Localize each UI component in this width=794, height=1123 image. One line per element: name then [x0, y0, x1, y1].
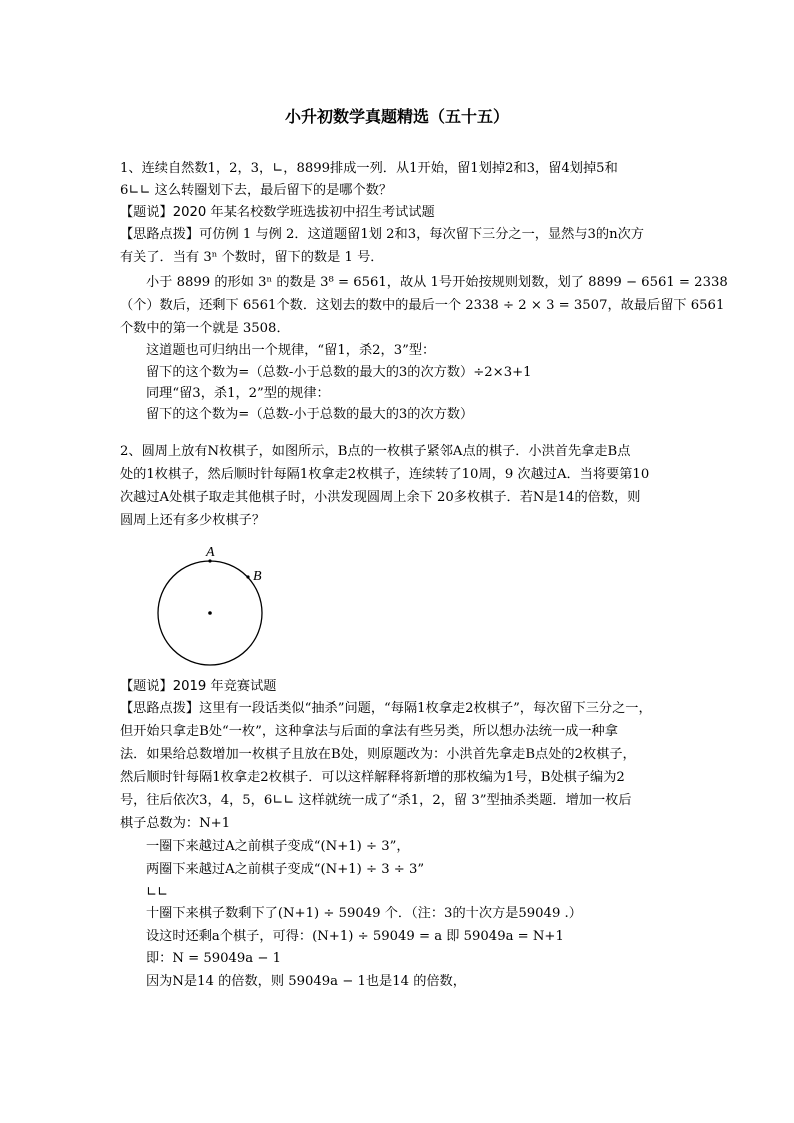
- problem2-line-4: 圆周上还有多少枚棋子？: [120, 513, 266, 528]
- problem2-solution-12: 即：N = 59049a − 1: [146, 951, 281, 966]
- problem2-solution-9: ∟∟: [146, 885, 169, 900]
- problem1-solution-5: 个数中的第一个就是 3508．: [120, 321, 290, 336]
- problem1-solution-2: 有关了．当有 3ⁿ 个数时，留下的数是 1 号．: [120, 250, 384, 265]
- problem2-solution-5: 号，往后依次3，4，5，6∟∟ 这样就统一成了“杀1，2，留 3”型抽杀类题．增加一枚后: [120, 793, 632, 808]
- problem2-solution-13: 因为N是14 的倍数，则 59049a − 1也是14 的倍数，: [146, 974, 466, 989]
- problem2-solution-7: 一圈下来越过A之前棋子变成“(N+1) ÷ 3”，: [146, 839, 410, 854]
- problem2-line-1: 2、圆周上放有N枚棋子，如图所示，B点的一枚棋子紧邻A点的棋子．小洪首先拿走B点: [120, 444, 631, 459]
- problem1-solution-1: 【思路点拨】可仿例 1 与例 2．这道题留1划 2和3，每次留下三分之一，显然与3的n次方: [120, 227, 644, 242]
- problem1-line-1: 1、连续自然数1，2，3，∟，8899排成一列．从1开始，留1划掉2和3，留4划掉5和: [120, 161, 618, 176]
- problem2-solution-1: 【思路点拨】这里有一段话类似“抽杀”问题，“每隔1枚拿走2枚棋子”，每次留下三分之一，: [120, 701, 652, 716]
- problem2-solution-11: 设这时还剩a个棋子，可得：(N+1) ÷ 59049 = a 即 59049a = N+1: [146, 929, 564, 944]
- point-b: [246, 575, 249, 578]
- problem1-solution-7: 留下的这个数为=（总数-小于总数的最大的3的次方数）÷2×3+1: [146, 365, 532, 380]
- problem1-solution-4: （个）数后，还剩下 6561个数．这划去的数中的最后一个 2338 ÷ 2 × 3 = 3507，故最后留下 6561: [120, 298, 725, 313]
- problem1-solution-3: 小于 8899 的形如 3ⁿ 的数是 3⁸ = 6561，故从 1号开始按规则划数，划了 8899 − 6561 = 2338: [146, 275, 728, 290]
- problem2-solution-6: 棋子总数为：N+1: [120, 816, 231, 831]
- problem1-source: 【题说】2020 年某名校数学班选拔初中招生考试试题: [120, 205, 435, 220]
- circle-figure: [140, 537, 280, 677]
- problem2-solution-8: 两圈下来越过A之前棋子变成“(N+1) ÷ 3 ÷ 3”: [146, 862, 425, 877]
- problem1-solution-9: 留下的这个数为=（总数-小于总数的最大的3的次方数）: [146, 407, 474, 422]
- label-a: A: [206, 545, 215, 560]
- problem2-source: 【题说】2019 年竞赛试题: [120, 679, 277, 694]
- problem1-solution-6: 这道题也可归纳出一个规律，“留1，杀2，3”型：: [146, 343, 436, 358]
- problem2-line-3: 次越过A处棋子取走其他棋子时，小洪发现圆周上余下 20多枚棋子．若N是14的倍数，则: [120, 490, 641, 505]
- page-title: 小升初数学真题精选（五十五）: [284, 107, 509, 126]
- label-b: B: [253, 569, 262, 584]
- problem1-solution-8: 同理“留3，杀1，2”型的规律：: [146, 386, 330, 401]
- problem2-solution-4: 然后顺时针每隔1枚拿走2枚棋子．可以这样解释将新增的那枚编为1号，B处棋子编为2: [120, 770, 625, 785]
- problem2-line-2: 处的1枚棋子，然后顺时针每隔1枚拿走2枚棋子，连续转了10周，9 次越过A．当将要第10: [120, 467, 650, 482]
- problem2-solution-3: 法．如果给总数增加一枚棋子且放在B处，则原题改为：小洪首先拿走B点处的2枚棋子，: [120, 747, 636, 762]
- problem2-solution-2: 但开始只拿走B处“一枚”，这种拿法与后面的拿法有些另类，所以想办法统一成一种拿: [120, 724, 618, 739]
- problem1-line-2: 6∟∟ 这么转圈划下去，最后留下的是哪个数？: [120, 183, 393, 198]
- problem2-solution-10: 十圈下来棋子数剩下了(N+1) ÷ 59049 个．（注：3的十次方是59049 .）: [146, 906, 582, 921]
- circle-center-point: [208, 611, 212, 615]
